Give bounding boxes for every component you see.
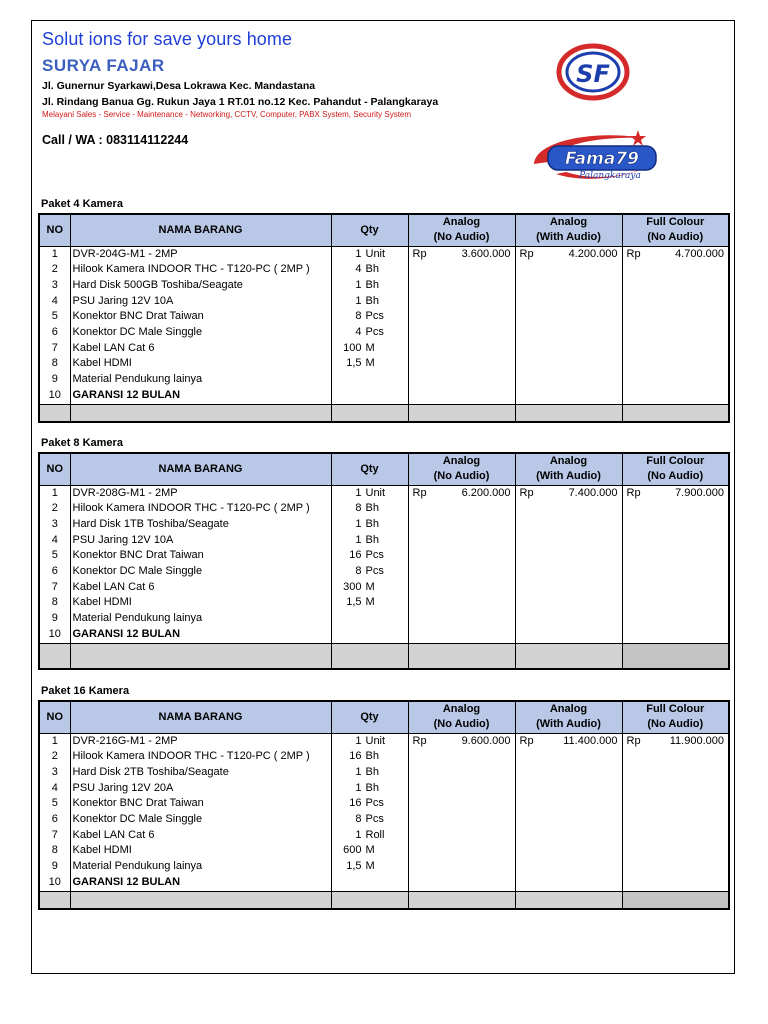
table-row — [39, 733, 729, 749]
item-name: Hard Disk 1TB Toshiba/Seagate — [70, 517, 331, 533]
address-line-1: Jl. Gunernur Syarkawi,Desa Lokrawa Kec. Mandastana — [42, 80, 316, 92]
call-label: Call / WA : — [42, 133, 103, 147]
table-footer-row — [39, 891, 729, 909]
row-number: 8 — [39, 843, 70, 859]
item-qty — [331, 627, 408, 643]
table-row — [39, 765, 729, 781]
table-row — [39, 595, 729, 611]
price-analog-with-audio: Rp 11.400.000 — [515, 733, 622, 749]
row-number: 7 — [39, 341, 70, 357]
price-analog-with-audio: Rp 7.400.000 — [515, 485, 622, 501]
table-row — [39, 501, 729, 517]
item-name: GARANSI 12 BULAN — [70, 875, 331, 891]
fama79-logo-sub: Palangkaraya — [579, 171, 641, 181]
col-qty: Qty — [331, 214, 408, 246]
package-title: Paket 8 Kamera — [41, 437, 123, 449]
row-number: 10 — [39, 627, 70, 643]
table-row — [39, 627, 729, 643]
row-number: 4 — [39, 533, 70, 549]
row-number: 7 — [39, 828, 70, 844]
col-no: NO — [39, 214, 70, 246]
price-analog-no-audio: Rp 3.600.000 — [408, 246, 515, 262]
item-qty: 16 Pcs — [331, 796, 408, 812]
col-analog-no-audio: Analog (No Audio) — [408, 453, 515, 485]
item-qty: 16 Pcs — [331, 548, 408, 564]
col-qty: Qty — [331, 453, 408, 485]
package-table — [38, 700, 730, 910]
table-row — [39, 325, 729, 341]
table-row — [39, 388, 729, 404]
item-qty: 4 Bh — [331, 262, 408, 278]
item-qty: 1 Bh — [331, 533, 408, 549]
services-line: Melayani Sales - Service - Maintenance - Networking, CCTV, Computer, PABX System, Security System — [42, 110, 412, 119]
item-qty: 4 Pcs — [331, 325, 408, 341]
tagline: Solut ions for save yours home — [42, 29, 293, 49]
item-name: Kabel HDMI — [70, 843, 331, 859]
table-row — [39, 548, 729, 564]
table-row — [39, 533, 729, 549]
table-footer-row — [39, 643, 729, 669]
item-name: Hard Disk 2TB Toshiba/Seagate — [70, 765, 331, 781]
table-row — [39, 517, 729, 533]
item-qty: 1 Unit — [331, 246, 408, 262]
col-qty: Qty — [331, 701, 408, 733]
item-qty: 1 Bh — [331, 278, 408, 294]
item-name: DVR-208G-M1 - 2MP — [70, 485, 331, 501]
row-number: 6 — [39, 564, 70, 580]
item-name: Kabel HDMI — [70, 595, 331, 611]
col-full-colour: Full Colour (No Audio) — [622, 701, 729, 733]
table-row — [39, 564, 729, 580]
col-analog-with-audio: Analog (With Audio) — [515, 453, 622, 485]
item-name: PSU Jaring 12V 20A — [70, 781, 331, 797]
item-qty: 600 M — [331, 843, 408, 859]
row-number: 1 — [39, 246, 70, 262]
item-qty: 8 Pcs — [331, 812, 408, 828]
item-qty: 1,5 M — [331, 595, 408, 611]
item-name: DVR-216G-M1 - 2MP — [70, 733, 331, 749]
table-row — [39, 372, 729, 388]
col-full-colour: Full Colour (No Audio) — [622, 453, 729, 485]
row-number: 4 — [39, 781, 70, 797]
item-name: PSU Jaring 12V 10A — [70, 294, 331, 310]
item-qty: 1 Bh — [331, 294, 408, 310]
col-no: NO — [39, 453, 70, 485]
package-title: Paket 4 Kamera — [41, 198, 123, 210]
table-row — [39, 843, 729, 859]
item-name: GARANSI 12 BULAN — [70, 627, 331, 643]
row-number: 8 — [39, 595, 70, 611]
table-row — [39, 485, 729, 501]
row-number: 3 — [39, 278, 70, 294]
item-qty — [331, 372, 408, 388]
company-name: SURYA FAJAR — [42, 56, 165, 75]
price-analog-no-audio: Rp 9.600.000 — [408, 733, 515, 749]
col-analog-with-audio: Analog (With Audio) — [515, 214, 622, 246]
table-row — [39, 749, 729, 765]
table-row — [39, 309, 729, 325]
price-full-colour: Rp 7.900.000 — [622, 485, 729, 501]
row-number: 2 — [39, 749, 70, 765]
row-number: 6 — [39, 325, 70, 341]
table-row — [39, 262, 729, 278]
call-line — [42, 133, 188, 147]
row-number: 3 — [39, 517, 70, 533]
item-qty: 8 Bh — [331, 501, 408, 517]
table-row — [39, 341, 729, 357]
fama79-logo-text: Fama79 — [565, 149, 639, 169]
phone-number: 083114112244 — [106, 133, 189, 147]
item-qty — [331, 875, 408, 891]
item-qty: 16 Bh — [331, 749, 408, 765]
item-name: Konektor BNC Drat Taiwan — [70, 796, 331, 812]
package-title: Paket 16 Kamera — [41, 685, 130, 697]
item-qty: 1,5 M — [331, 356, 408, 372]
row-number: 5 — [39, 796, 70, 812]
row-number: 1 — [39, 485, 70, 501]
table-row — [39, 859, 729, 875]
col-nama: NAMA BARANG — [70, 453, 331, 485]
row-number: 5 — [39, 309, 70, 325]
package-table — [38, 213, 730, 423]
item-name: Konektor BNC Drat Taiwan — [70, 309, 331, 325]
item-qty: 1 Bh — [331, 517, 408, 533]
item-qty: 300 M — [331, 580, 408, 596]
item-name: Konektor BNC Drat Taiwan — [70, 548, 331, 564]
item-name: PSU Jaring 12V 10A — [70, 533, 331, 549]
row-number: 3 — [39, 765, 70, 781]
item-name: Hard Disk 500GB Toshiba/Seagate — [70, 278, 331, 294]
table-row — [39, 294, 729, 310]
row-number: 2 — [39, 501, 70, 517]
row-number: 9 — [39, 372, 70, 388]
item-qty: 8 Pcs — [331, 309, 408, 325]
row-number: 9 — [39, 611, 70, 627]
col-analog-with-audio: Analog (With Audio) — [515, 701, 622, 733]
row-number: 8 — [39, 356, 70, 372]
item-name: Kabel LAN Cat 6 — [70, 580, 331, 596]
item-name: Hilook Kamera INDOOR THC - T120-PC ( 2MP ) — [70, 501, 331, 517]
item-name: Material Pendukung lainya — [70, 372, 331, 388]
row-number: 5 — [39, 548, 70, 564]
col-no: NO — [39, 701, 70, 733]
item-name: DVR-204G-M1 - 2MP — [70, 246, 331, 262]
table-row — [39, 611, 729, 627]
row-number: 1 — [39, 733, 70, 749]
table-row — [39, 580, 729, 596]
row-number: 2 — [39, 262, 70, 278]
item-qty: 1,5 M — [331, 859, 408, 875]
row-number: 10 — [39, 388, 70, 404]
sf-logo-text: SF — [576, 60, 610, 88]
address-line-2: Jl. Rindang Banua Gg. Rukun Jaya 1 RT.01 no.12 Kec. Pahandut - Palangkaraya — [42, 96, 439, 108]
table-row — [39, 356, 729, 372]
col-full-colour: Full Colour (No Audio) — [622, 214, 729, 246]
col-analog-no-audio: Analog (No Audio) — [408, 214, 515, 246]
item-qty: 8 Pcs — [331, 564, 408, 580]
price-analog-with-audio: Rp 4.200.000 — [515, 246, 622, 262]
row-number: 7 — [39, 580, 70, 596]
item-name: Kabel LAN Cat 6 — [70, 341, 331, 357]
item-qty — [331, 611, 408, 627]
item-name: Material Pendukung lainya — [70, 611, 331, 627]
item-qty: 1 Roll — [331, 828, 408, 844]
price-full-colour: Rp 11.900.000 — [622, 733, 729, 749]
item-name: Konektor DC Male Singgle — [70, 564, 331, 580]
item-qty: 100 M — [331, 341, 408, 357]
item-name: Hilook Kamera INDOOR THC - T120-PC ( 2MP ) — [70, 262, 331, 278]
col-nama: NAMA BARANG — [70, 701, 331, 733]
price-full-colour: Rp 4.700.000 — [622, 246, 729, 262]
table-footer-row — [39, 404, 729, 422]
table-row — [39, 246, 729, 262]
item-qty: 1 Unit — [331, 733, 408, 749]
package-table — [38, 452, 730, 670]
item-qty: 1 Unit — [331, 485, 408, 501]
item-name: Konektor DC Male Singgle — [70, 325, 331, 341]
table-row — [39, 796, 729, 812]
col-nama: NAMA BARANG — [70, 214, 331, 246]
row-number: 6 — [39, 812, 70, 828]
item-name: Material Pendukung lainya — [70, 859, 331, 875]
fama79-logo-icon — [526, 126, 664, 188]
item-qty: 1 Bh — [331, 781, 408, 797]
table-row — [39, 781, 729, 797]
item-name: Konektor DC Male Singgle — [70, 812, 331, 828]
table-row — [39, 812, 729, 828]
table-row — [39, 278, 729, 294]
row-number: 9 — [39, 859, 70, 875]
item-qty — [331, 388, 408, 404]
row-number: 10 — [39, 875, 70, 891]
price-analog-no-audio: Rp 6.200.000 — [408, 485, 515, 501]
item-name: Hilook Kamera INDOOR THC - T120-PC ( 2MP ) — [70, 749, 331, 765]
table-row — [39, 828, 729, 844]
item-name: Kabel LAN Cat 6 — [70, 828, 331, 844]
table-row — [39, 875, 729, 891]
item-name: Kabel HDMI — [70, 356, 331, 372]
item-name: GARANSI 12 BULAN — [70, 388, 331, 404]
row-number: 4 — [39, 294, 70, 310]
col-analog-no-audio: Analog (No Audio) — [408, 701, 515, 733]
sf-logo-icon — [554, 40, 632, 108]
item-qty: 1 Bh — [331, 765, 408, 781]
